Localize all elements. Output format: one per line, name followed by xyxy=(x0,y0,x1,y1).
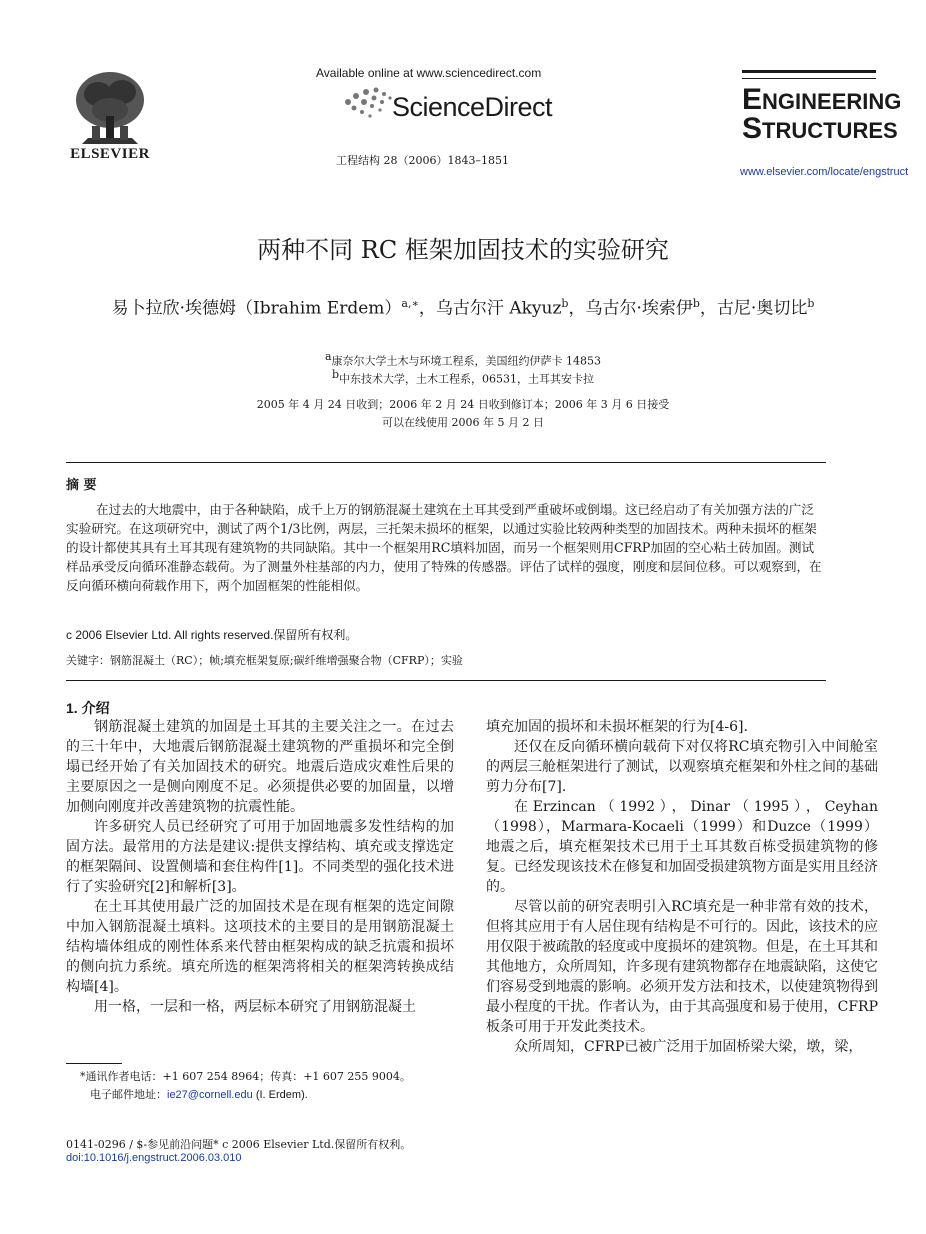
author-1: 易卜拉欣·埃德姆（Ibrahim Erdem） xyxy=(111,298,402,319)
journal-logo-rule xyxy=(742,70,876,73)
paragraph: 用一格，一层和一格，两层标本研究了用钢筋混凝土 xyxy=(94,999,416,1015)
paragraph: 在土耳其使用最广泛的加固技术是在现有框架的选定间隙中加入钢筋混凝土填料。这项技术的主要目的是用钢筋混凝土结构墙体组成的刚性体系来代替由框架构成的缺乏抗震和损坏的侧向抗力系统。填充所选的框架湾将相关的框架湾转换成结构墙[4]。 xyxy=(66,899,454,995)
available-online-text: Available online at www.sciencedirect.com xyxy=(316,66,542,80)
journal-logo-word-1: NGINEERING xyxy=(762,89,902,114)
affiliation-b-text: 中东技术大学，土木工程系，06531，土耳其安卡拉 xyxy=(339,372,595,386)
paragraph: 尽管以前的研究表明引入RC填充是一种非常有效的技术，但将其应用于有人居住现有结构是不可行的。因此，该技术的应用仅限于被疏散的轻度或中度损坏的建筑物。但是，在土耳其和其他地方，众所周知，许多现有建筑物都存在地震缺陷，这使它们容易受到地震的影响。必须开发方法和技术，以使建筑物得到最小程度的干扰。作者认为，由于其高强度和易于使用，CFRP板条可用于开发此类技术。 xyxy=(486,899,878,1035)
sciencedirect-wordmark: ScienceDirect xyxy=(392,92,553,122)
right-column xyxy=(486,717,878,1057)
journal-logo-word-2: TRUCTURES xyxy=(762,118,898,143)
copyright-line: c 2006 Elsevier Ltd. All rights reserved.保留所有权利。 xyxy=(66,628,358,642)
article-title: 两种不同 RC 框架加固技术的实验研究 xyxy=(257,236,669,264)
paragraph: 钢筋混凝土建筑的加固是土耳其的主要关注之一。在过去的三十年中，大地震后钢筋混凝土建筑物的严重损坏和完全倒塌已经开始了有关加固技术的研究。地震后造成灾难性后果的主要原因之一是侧向刚度不足。必须提供必要的加固量，以增加侧向刚度并改善建筑物的抗震性能。 xyxy=(66,719,454,815)
author-4: ，古尼·奥切比 xyxy=(699,298,808,319)
author-2-affiliation[interactable]: b xyxy=(561,297,569,310)
email-link[interactable]: ie27@cornell.edu xyxy=(167,1089,253,1101)
journal-citation: 工程结构 28（2006）1843–1851 xyxy=(336,154,509,167)
journal-logo-rule-thin xyxy=(742,78,876,79)
journal-logo-initial-e: E xyxy=(742,83,763,116)
left-column xyxy=(66,717,454,1017)
publisher-name: ELSEVIER xyxy=(70,146,150,162)
section-heading-introduction: 1. 介绍 xyxy=(66,700,110,716)
abstract-heading: 摘 要 xyxy=(66,478,97,493)
received-dates: 2005 年 4 月 24 日收到；2006 年 2 月 24 日收到修订本；2006 年 3 月 6 日接受 xyxy=(256,398,670,411)
journal-logo-initial-s: S xyxy=(742,112,763,145)
author-3-affiliation[interactable]: b xyxy=(692,297,700,310)
author-2: ，乌古尔汗 Akyuz xyxy=(418,298,562,319)
affiliation-a-text: 康奈尔大学土木与环境工程系，美国纽约伊萨卡 14853 xyxy=(331,354,602,368)
author-list xyxy=(110,290,816,323)
corresponding-author-footnote: *通讯作者电话：+1 607 254 8964；传真：+1 607 255 9004。 xyxy=(80,1070,411,1083)
abstract-text: 在过去的大地震中，由于各种缺陷，成千上万的钢筋混凝土建筑在土耳其受到严重破坏或倒塌。这已经启动了有关加强方法的广泛实验研究。在这项研究中，测试了两个1/3比例，两层，三托架未损坏的框架，以通过实验比较两种类型的加固技术。两种未损坏的框架的设计都使其具有土耳其现有建筑物的共同缺陷。其中一个框架用RC填料加固，而另一个框架则用CFRP加固的空心粘土砖加固。测试样品承受反向循环准静态载荷。为了测量外柱基部的内力，使用了特殊的传感器。评估了试样的强度，刚度和层间位移。可以观察到，在反向循环横向荷载作用下，两个加固框架的性能相似。 xyxy=(66,502,822,593)
affiliation-b-marker: b xyxy=(331,368,340,381)
issn-line: 0141-0296 / $-参见前沿问题* c 2006 Elsevier Ltd.保留所有权利。 xyxy=(66,1138,412,1151)
paragraph: 填充加固的损坏和未损坏框架的行为[4-6]. xyxy=(486,719,748,735)
abstract-bottom-rule xyxy=(66,680,826,681)
paragraph: 还仅在反向循环横向载荷下对仅将RC填充物引入中间舱室的两层三舱框架进行了测试，以观察填充框架和外柱之间的基础剪力分布[7]. xyxy=(486,739,878,795)
paragraph: 许多研究人员已经研究了可用于加固地震多发性结构的加固方法。最常用的方法是建议:提供支撑结构、填充或支撑选定的框架隔间、设置侧墙和套住构件[1]。不同类型的强化技术进行了实验研究[2]和解析[3]。 xyxy=(66,819,454,895)
journal-url-link[interactable]: www.elsevier.com/locate/engstruct xyxy=(740,166,909,178)
journal-logo xyxy=(742,83,902,146)
email-author-name: (I. Erdem). xyxy=(252,1089,308,1101)
author-3: ，乌古尔·埃索伊 xyxy=(568,298,693,319)
paragraph: 在Erzincan（1992），Dinar（1995），Ceyhan（1998），Marmara-Kocaeli（1999）和Duzce（1999）地震之后，填充框架技术已用于土耳其数百栋受损建筑物的修复。已经发现该技术在修复和加固受损建筑物方面是实用且经济的。 xyxy=(486,799,878,895)
author-1-affiliation[interactable]: a,∗ xyxy=(401,297,419,310)
doi-link[interactable]: doi:10.1016/j.engstruct.2006.03.010 xyxy=(66,1152,242,1164)
email-label: 电子邮件地址： xyxy=(90,1088,167,1101)
email-footnote xyxy=(90,1086,308,1102)
footnote-rule xyxy=(66,1063,122,1064)
affiliation-a-marker: a xyxy=(324,350,332,363)
author-4-affiliation[interactable]: b xyxy=(807,297,815,310)
keywords-line: 关键字：钢筋混凝土（RC）；帧;填充框架复原;碳纤维增强聚合物（CFRP）；实验 xyxy=(66,654,463,667)
affiliation-b xyxy=(0,368,926,387)
affiliation-a xyxy=(0,350,926,369)
paragraph: 众所周知，CFRP已被广泛用于加固桥梁大梁，墩，梁， xyxy=(514,1039,863,1055)
online-date: 可以在线使用 2006 年 5 月 2 日 xyxy=(382,416,544,429)
abstract-top-rule xyxy=(66,462,826,463)
